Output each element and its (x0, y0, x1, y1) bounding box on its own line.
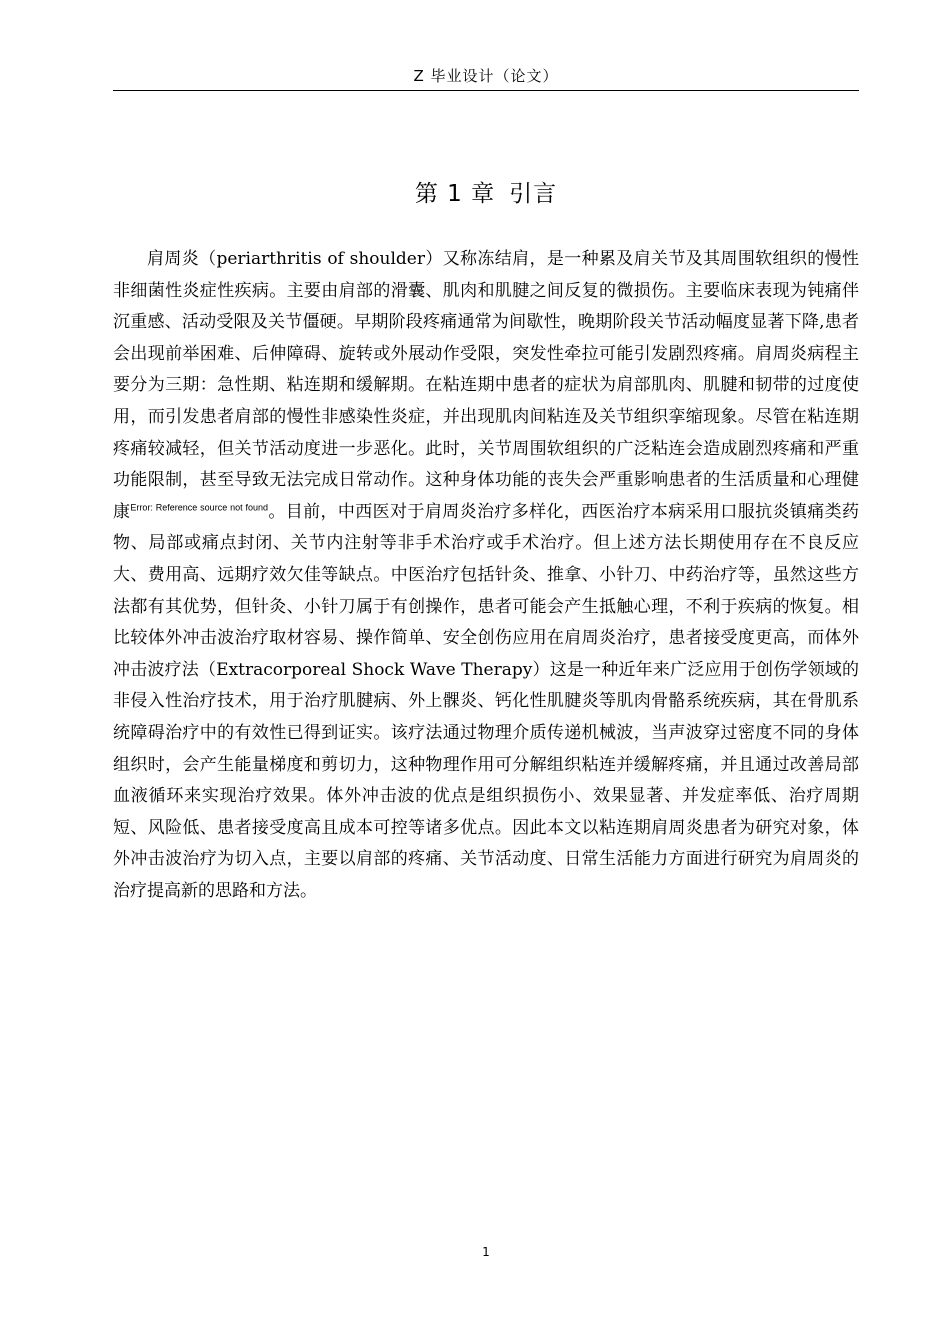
chapter-title (113, 176, 859, 212)
chapter-number: 第 1 章 (414, 181, 496, 207)
paragraph-text-part2: 。目前，中西医对于肩周炎治疗多样化，西医治疗本病采用口服抗炎镇痛类药物、局部或痛点封闭、关节内注射等非手术治疗或手术治疗。但上述方法长期使用存在不良反应大、费用高、远期疗效欠佳等缺点。中医治疗包括针灸、推拿、小针刀、中药治疗等，虽然这些方法都有其优势，但针灸、小针刀属于有创操作，患者可能会产生抵触心理，不利于疾病的恢复。相比较体外冲击波治疗取材容易、操作简单、安全创伤应用在肩周炎治疗，患者接受度更高，而体外冲击波疗法（Extracorporeal Shock Wave Therapy）这是一种近年来广泛应用于创伤学领域的非侵入性治疗技术，用于治疗肌腱病、外上髁炎、钙化性肌腱炎等肌肉骨骼系统疾病，其在骨肌系统障碍治疗中的有效性已得到证实。该疗法通过物理介质传递机械波，当声波穿过密度不同的身体组织时，会产生能量梯度和剪切力，这种物理作用可分解组织粘连并缓解疼痛，并且通过改善局部血液循环来实现治疗效果。体外冲击波的优点是组织损伤小、效果显著、并发症率低、治疗周期短、风险低、患者接受度高且成本可控等诸多优点。因此本文以粘连期肩周炎患者为研究对象，体外冲击波治疗为切入点，主要以肩部的疼痛、关节活动度、日常生活能力方面进行研究为肩周炎的治疗提高新的思路和方法。 (113, 501, 860, 901)
running-header: Z 毕业设计（论文） (413, 67, 559, 85)
paragraph-text-part1: 肩周炎（periarthritis of shoulder）又称冻结肩，是一种累及肩关节及其周围软组织的慢性非细菌性炎症性疾病。主要由肩部的滑囊、肌肉和肌腱之间反复的微损伤。主要临床表现为钝痛伴沉重感、活动受限及关节僵硬。早期阶段疼痛通常为间歇性，晚期阶段关节活动幅度显著下降,患者会出现前举困难、后伸障碍、旋转或外展动作受限，突发性牵拉可能引发剧烈疼痛。肩周炎病程主要分为三期：急性期、粘连期和缓解期。在粘连期中患者的症状为肩部肌肉、肌腱和韧带的过度使用，而引发患者肩部的慢性非感染性炎症，并出现肌肉间粘连及关节组织挛缩现象。尽管在粘连期疼痛较减轻，但关节活动度进一步恶化。此时，关节周围软组织的广泛粘连会造成剧烈疼痛和严重功能限制，甚至导致无法完成日常动作。这种身体功能的丧失会严重影响患者的生活质量和心理健康 (113, 249, 859, 522)
reference-error-note: Error: Reference source not found (130, 502, 268, 513)
header-rule (113, 90, 859, 91)
body-paragraph (113, 244, 859, 907)
page-number: 1 (482, 1245, 490, 1259)
chapter-heading: 引言 (509, 181, 558, 207)
